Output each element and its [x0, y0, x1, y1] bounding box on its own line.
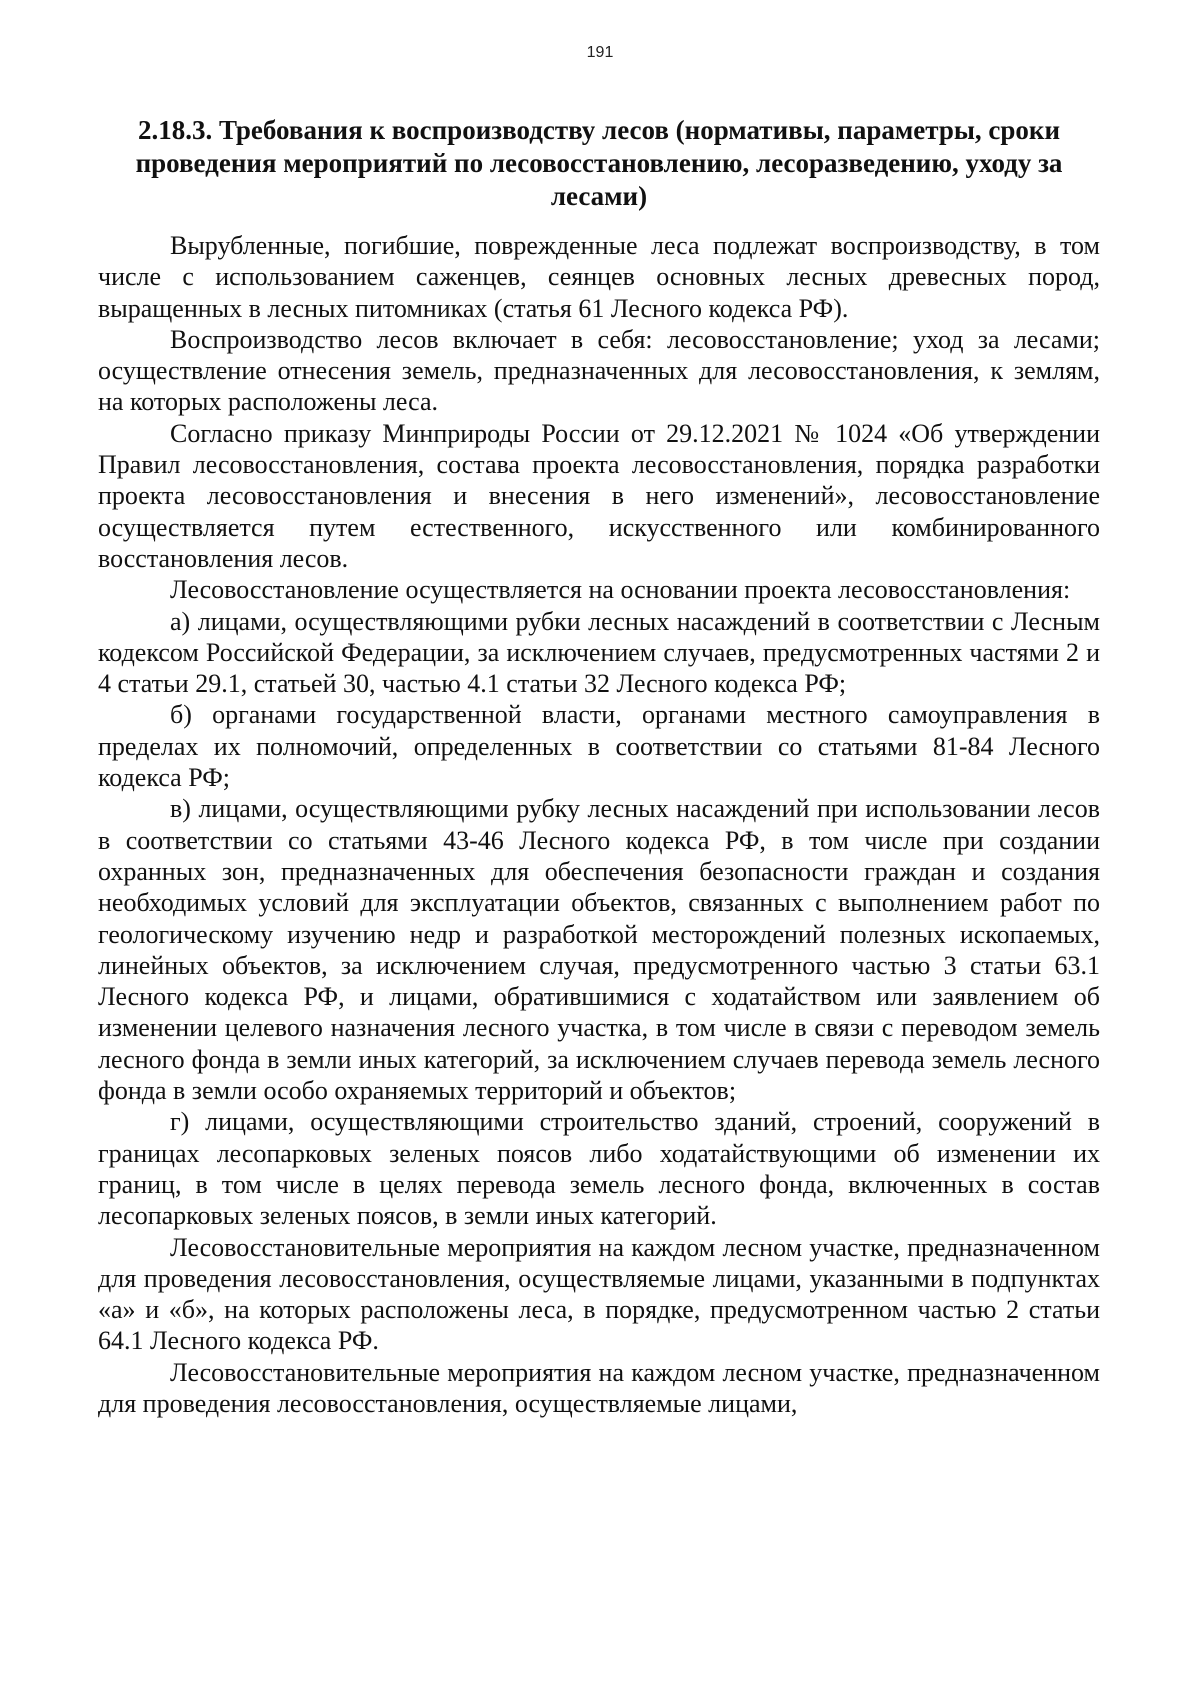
paragraph-restoration-project: Лесовосстановление осуществляется на основании проекта лесовосстановления: [170, 575, 1071, 605]
section-heading: 2.18.3. Требования к воспроизводству лесов (нормативы, параметры, сроки проведения мероприятий по лесовосстановлению, лесоразведению, уходу за лесами) [135, 115, 1063, 211]
list-item-a: а) лицами, осуществляющими рубки лесных насаждений в соответствии с Лесным кодексом Российской Федерации, за исключением случаев, предусмотренных частями 2 и 4 статьи 29.1, статьей 30, частью 4.1 статьи 32 Лесного кодекса РФ; [98, 606, 1100, 699]
list-item-b: б) органами государственной власти, органами местного самоуправления в пределах их полномочий, определенных в соответствии со статьями 81-84 Лесного кодекса РФ; [98, 700, 1100, 793]
list-item-g: г) лицами, осуществляющими строительство зданий, строений, сооружений в границах лесопарковых зеленых поясов либо ходатайствующими об изменении их границ, в том числе в целях перевода земель лесного фонда, включенных в состав лесопарковых зеленых поясов, в земли иных категорий. [98, 1107, 1100, 1231]
paragraph-restoration-measures-2: Лесовосстановительные мероприятия на каждом лесном участке, предназначенном для проведения лесовосстановления, осуществляемые лицами, [98, 1357, 1100, 1418]
list-item-v: в) лицами, осуществляющими рубку лесных насаждений при использовании лесов в соответствии со статьями 43-46 Лесного кодекса РФ, в том числе при создании охранных зон, предназначенных для обеспечения безопасности граждан и создания необходимых условий для эксплуатации объектов, связанных с выполнением работ по геологическому изучению недр и разработкой месторождений полезных ископаемых, линейных объектов, за исключением случая, предусмотренного частью 3 статьи 63.1 Лесного кодекса РФ, и лицами, обратившимися с ходатайством или заявлением об изменении целевого назначения лесного участка, в том числе в связи с переводом земель лесного фонда в земли иных категорий, за исключением случаев перевода земель лесного фонда в земли особо охраняемых территорий и объектов; [98, 794, 1100, 1106]
paragraph-reproduction-includes: Воспроизводство лесов включает в себя: лесовосстановление; уход за лесами; осуществление отнесения земель, предназначенных для лесовосстановления, к землям, на которых расположены леса. [98, 324, 1100, 417]
body-text [98, 230, 1100, 1419]
paragraph-ministry-order: Согласно приказу Минприроды России от 29.12.2021 № 1024 «Об утверждении Правил лесовосстановления, состава проекта лесовосстановления, порядка разработки проекта лесовосстановления и внесения в него изменений», лесовосстановление осуществляется путем естественного, искусственного или комбинированного восстановления лесов. [98, 418, 1100, 573]
paragraph-forest-reproduction-basis: Вырубленные, погибшие, поврежденные леса подлежат воспроизводству, в том числе с использованием саженцев, сеянцев основных лесных древесных пород, выращенных в лесных питомниках (статья 61 Лесного кодекса РФ). [98, 231, 1100, 323]
page-number: 191 [586, 44, 614, 61]
paragraph-restoration-measures-1: Лесовосстановительные мероприятия на каждом лесном участке, предназначенном для проведения лесовосстановления, осуществляемые лицами, указанными в подпунктах «а» и «б», на которых расположены леса, в порядке, предусмотренном частью 2 статьи 64.1 Лесного кодекса РФ. [98, 1232, 1100, 1356]
